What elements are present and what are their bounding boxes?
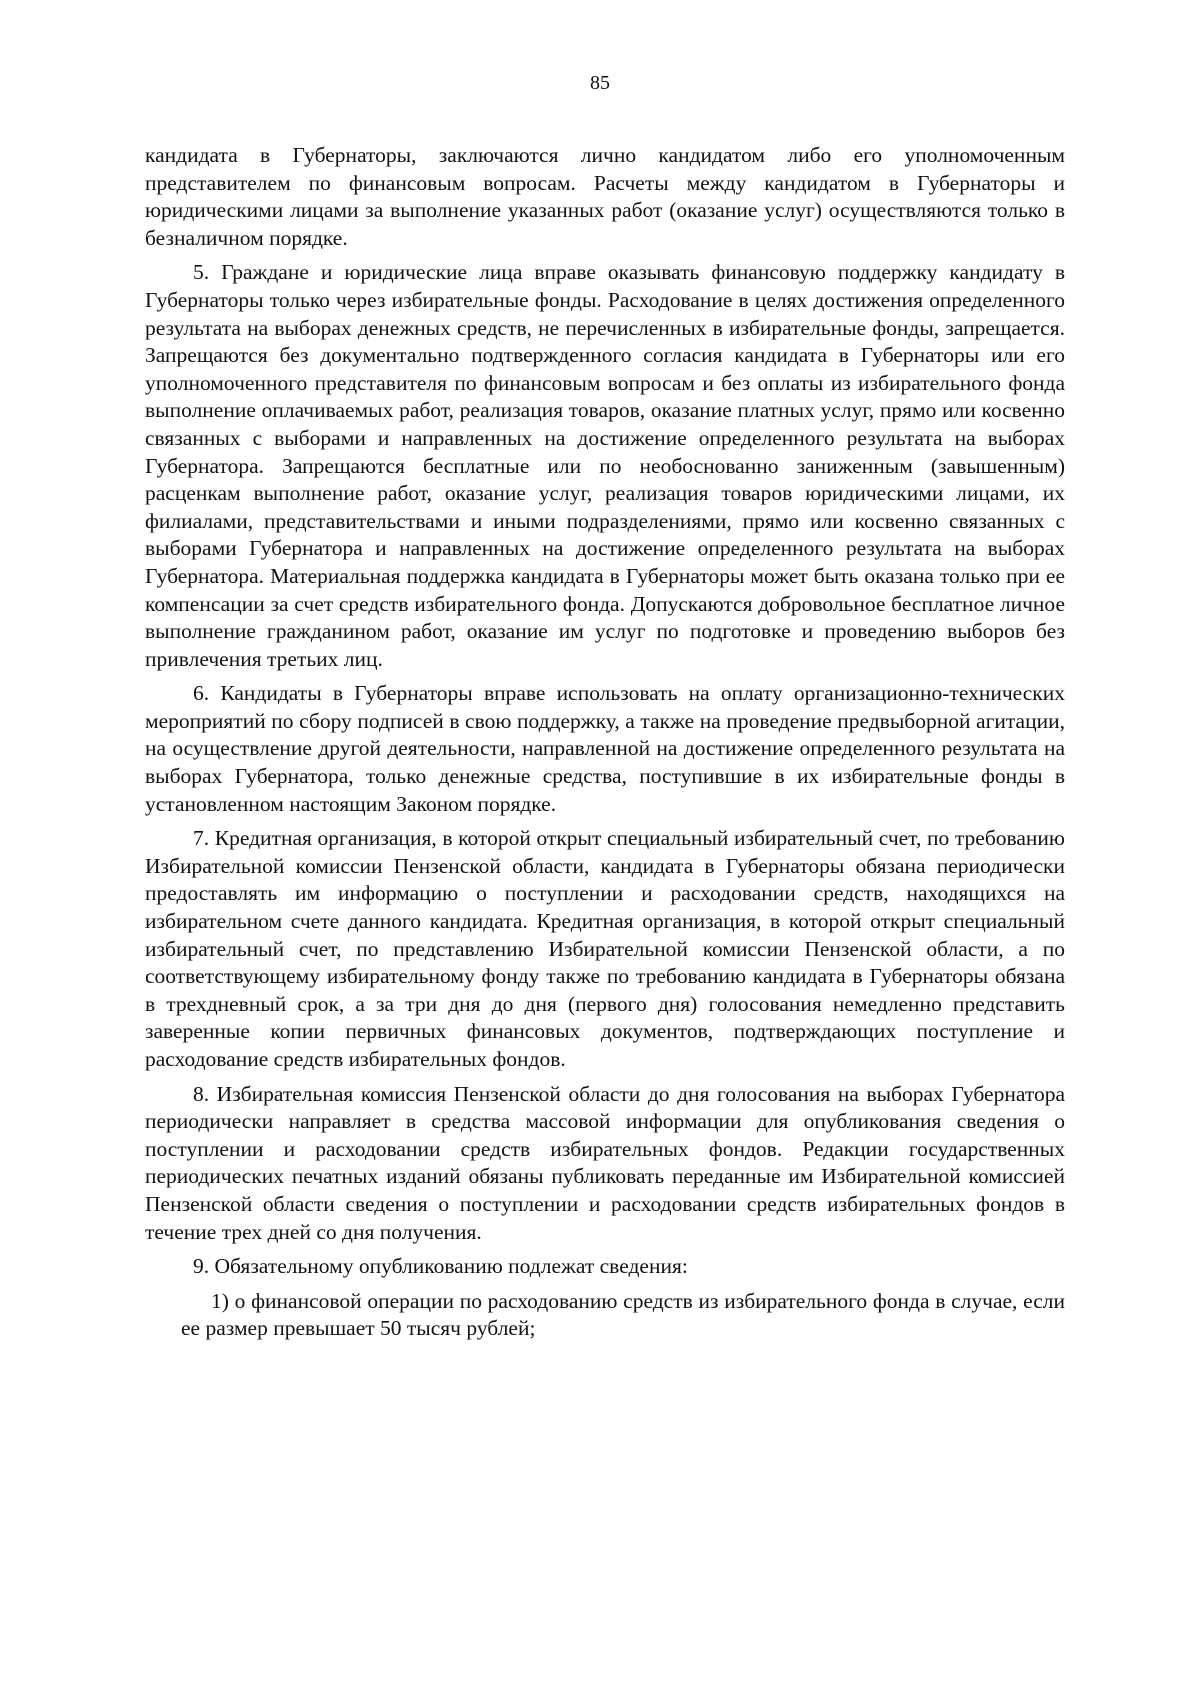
- paragraph-8: 8. Избирательная комиссия Пензенской области до дня голосования на выборах Губернатора периодически направляет в средства массовой информации для опубликования сведения о поступлении и расходовании средств избирательных фондов. Редакции государственных периодических печатных изданий обязаны публиковать переданные им Избирательной комиссией Пензенской области сведения о поступлении и расходовании средств избирательных фондов в течение трех дней со дня получения.: [145, 1081, 1065, 1244]
- list-item-1: 1) о финансовой операции по расходованию средств из избирательного фонда в случае, если ее размер превышает 50 тысяч рублей;: [181, 1288, 1065, 1341]
- document-body: [145, 142, 1065, 1343]
- paragraph-6: 6. Кандидаты в Губернаторы вправе использовать на оплату организационно-технических мероприятий по сбору подписей в свою поддержку, а также на проведение предвыборной агитации, на осуществление другой деятельности, направленной на достижение определенного результата на выборах Губернатора, только денежные средства, поступившие в их избирательные фонды в установленном настоящим Законом порядке.: [145, 681, 1065, 816]
- paragraph-5: 5. Граждане и юридические лица вправе оказывать финансовую поддержку кандидату в Губернаторы только через избирательные фонды. Расходование в целях достижения определенного результата на выборах денежных средств, не перечисленных в избирательные фонды, запрещается. Запрещаются без документально подтвержденного согласия кандидата в Губернаторы или его уполномоченного представителя по финансовым вопросам и без оплаты из избирательного фонда выполнение оплачиваемых работ, реализация товаров, оказание платных услуг, прямо или косвенно связанных с выборами и направленных на достижение определенного результата на выборах Губернатора. Запрещаются бесплатные или по необоснованно заниженным (завышенным) расценкам выполнение работ, оказание услуг, реализация товаров юридическими лицами, их филиалами, представительствами и иными подразделениями, прямо или косвенно связанных с выборами Губернатора и направленных на достижение определенного результата на выборах Губернатора. Материальная поддержка кандидата в Губернаторы может быть оказана только при ее компенсации за счет средств избирательного фонда. Допускаются добровольное бесплатное личное выполнение гражданином работ, оказание им услуг по подготовке и проведению выборов без привлечения третьих лиц.: [145, 260, 1065, 671]
- paragraph-7: 7. Кредитная организация, в которой открыт специальный избирательный счет, по требованию Избирательной комиссии Пензенской области, кандидата в Губернаторы обязана периодически предоставлять им информацию о поступлении и расходовании средств, находящихся на избирательном счете данного кандидата. Кредитная организация, в которой открыт специальный избирательный счет, по представлению Избирательной комиссии Пензенской области, а по соответствующему избирательному фонду также по требованию кандидата в Губернаторы обязана в трехдневный срок, а за три дня до дня (первого дня) голосования немедленно представить заверенные копии первичных финансовых документов, подтверждающих поступление и расходование средств избирательных фондов.: [145, 826, 1065, 1071]
- paragraph-9: 9. Обязательному опубликованию подлежат сведения:: [193, 1254, 688, 1279]
- paragraph-continuation: кандидата в Губернаторы, заключаются лично кандидатом либо его уполномоченным представителем по финансовым вопросам. Расчеты между кандидатом в Губернаторы и юридическими лицами за выполнение указанных работ (оказание услуг) осуществляются только в безналичном порядке.: [145, 143, 1065, 250]
- page-number: 85: [590, 72, 610, 94]
